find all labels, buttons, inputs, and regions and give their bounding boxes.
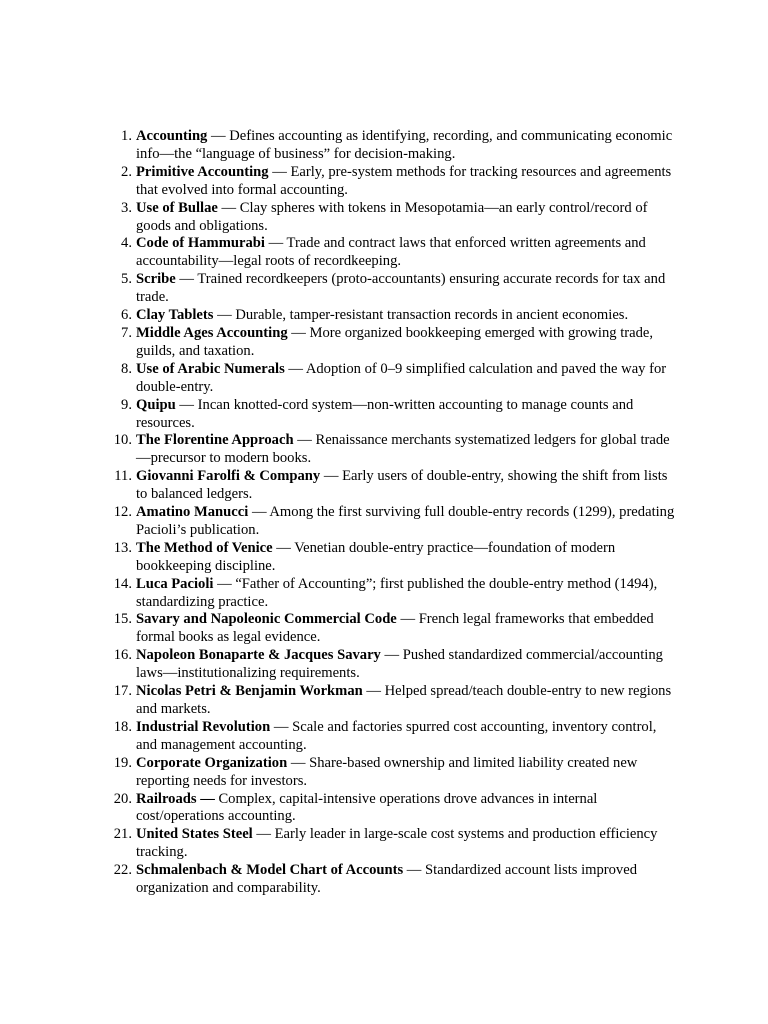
list-item (106, 307, 678, 325)
list-item-number: 14. (113, 575, 132, 592)
list-item-number: 4. (121, 235, 132, 252)
list-item (106, 826, 678, 862)
numbered-list (106, 128, 678, 898)
list-item-description: Complex, capital-intensive operations drove advances in internal cost/operations accounting. (136, 790, 598, 825)
list-item-description: — Incan knotted-cord system—non-written accounting to manage counts and resources. (136, 396, 634, 431)
list-item-number: 8. (121, 360, 132, 377)
list-item-description: — French legal frameworks that embedded formal books as legal evidence. (136, 611, 654, 646)
list-item-description: — “Father of Accounting”; first published the double-entry method (1494), standardizing practice. (136, 575, 658, 610)
list-item-number: 20. (113, 790, 132, 807)
list-item-description: — Trained recordkeepers (proto-accountants) ensuring accurate records for tax and trade. (136, 271, 666, 306)
list-item-description: — Early, pre-system methods for tracking resources and agreements that evolved into formal accounting. (136, 163, 672, 198)
list-item-number: 5. (121, 271, 132, 288)
list-item-term: Giovanni Farolfi & Company (136, 468, 321, 485)
list-item-description: — Early leader in large-scale cost systems and production efficiency tracking. (136, 826, 658, 861)
list-item-description: — Standardized account lists improved organization and comparability. (136, 862, 638, 897)
list-item-term: Quipu (136, 396, 176, 413)
list-item-term: Scribe (136, 271, 176, 288)
list-item-description: — Adoption of 0–9 simplified calculation and paved the way for double-entry. (136, 360, 667, 395)
list-item-description: — Clay spheres with tokens in Mesopotamia—an early control/record of goods and obligations. (136, 199, 648, 234)
list-item (106, 468, 678, 504)
list-item-term: Amatino Manucci (136, 504, 249, 521)
list-item-term: Schmalenbach & Model Chart of Accounts (136, 862, 404, 879)
list-item-description: — Share-based ownership and limited liability created new reporting needs for investors. (136, 754, 638, 789)
list-item-term: Code of Hammurabi (136, 235, 265, 252)
list-item-term: Corporate Organization (136, 754, 288, 771)
list-item-number: 2. (121, 163, 132, 180)
list-item-number: 15. (113, 611, 132, 628)
list-item-term: Savary and Napoleonic Commercial Code (136, 611, 397, 628)
list-item-number: 7. (121, 324, 132, 341)
list-item-description: — Trade and contract laws that enforced written agreements and accountability—legal roots of recordkeeping. (136, 235, 646, 270)
list-item-number: 6. (121, 307, 132, 324)
list-item (106, 128, 678, 164)
list-item (106, 611, 678, 647)
list-item (106, 540, 678, 576)
list-item-description: — Scale and factories spurred cost accounting, inventory control, and management accounting. (136, 718, 657, 753)
list-item-description: — Venetian double-entry practice—foundation of modern bookkeeping discipline. (136, 539, 616, 574)
list-item (106, 791, 678, 827)
list-item-term: Use of Arabic Numerals (136, 360, 285, 377)
list-item-description: — More organized bookkeeping emerged with growing trade, guilds, and taxation. (136, 324, 654, 359)
list-item-term: Clay Tablets (136, 307, 214, 324)
list-item (106, 271, 678, 307)
list-item-term: Primitive Accounting (136, 163, 269, 180)
list-item-term: Use of Bullae (136, 199, 218, 216)
list-item-number: 18. (113, 718, 132, 735)
list-item-number: 22. (113, 862, 132, 879)
list-item (106, 647, 678, 683)
list-item (106, 235, 678, 271)
list-item-term: Nicolas Petri & Benjamin Workman (136, 683, 363, 700)
list-item-number: 19. (113, 754, 132, 771)
list-item-term: Napoleon Bonaparte & Jacques Savary (136, 647, 381, 664)
list-item (106, 200, 678, 236)
list-item-number: 13. (113, 539, 132, 556)
list-item-term: Accounting (136, 128, 208, 144)
list-item-number: 21. (113, 826, 132, 843)
list-item (106, 719, 678, 755)
list-item (106, 397, 678, 433)
list-item-number: 9. (121, 396, 132, 413)
list-item-description: — Helped spread/teach double-entry to new regions and markets. (136, 683, 672, 717)
list-item-description: — Durable, tamper-resistant transaction records in ancient economies. (213, 307, 629, 324)
list-item (106, 862, 678, 898)
list-item (106, 755, 678, 791)
list-item-term: The Method of Venice (136, 539, 273, 556)
list-item-description: — Renaissance merchants systematized ledgers for global trade—precursor to modern books. (136, 432, 670, 467)
list-item-description: — Defines accounting as identifying, recording, and communicating economic info—the “language of business” for decision-making. (136, 128, 673, 162)
list-item-number: 3. (121, 199, 132, 216)
list-item (106, 576, 678, 612)
list-item-description: — Among the first surviving full double-entry records (1299), predating Pacioli’s publication. (136, 504, 675, 538)
list-item (106, 361, 678, 397)
list-item-term: Railroads — (136, 790, 215, 807)
list-item-number: 11. (114, 468, 132, 485)
list-item-number: 17. (113, 683, 132, 700)
list-item-number: 10. (113, 432, 132, 449)
list-item-number: 1. (121, 128, 132, 144)
list-item (106, 504, 678, 540)
list-item-term: Industrial Revolution (136, 718, 271, 735)
list-item-number: 12. (113, 504, 132, 521)
list-item-term: Middle Ages Accounting (136, 324, 288, 341)
list-item-number: 16. (113, 647, 132, 664)
list-item (106, 683, 678, 719)
list-item-term: United States Steel (136, 826, 253, 843)
list-item-description: — Pushed standardized commercial/accounting laws—institutionalizing requirements. (136, 647, 663, 682)
list-item (106, 164, 678, 200)
list-item (106, 325, 678, 361)
list-item (106, 432, 678, 468)
list-item-term: Luca Pacioli (136, 575, 214, 592)
list-item-description: — Early users of double-entry, showing the shift from lists to balanced ledgers. (136, 468, 668, 503)
list-item-term: The Florentine Approach (136, 432, 294, 449)
